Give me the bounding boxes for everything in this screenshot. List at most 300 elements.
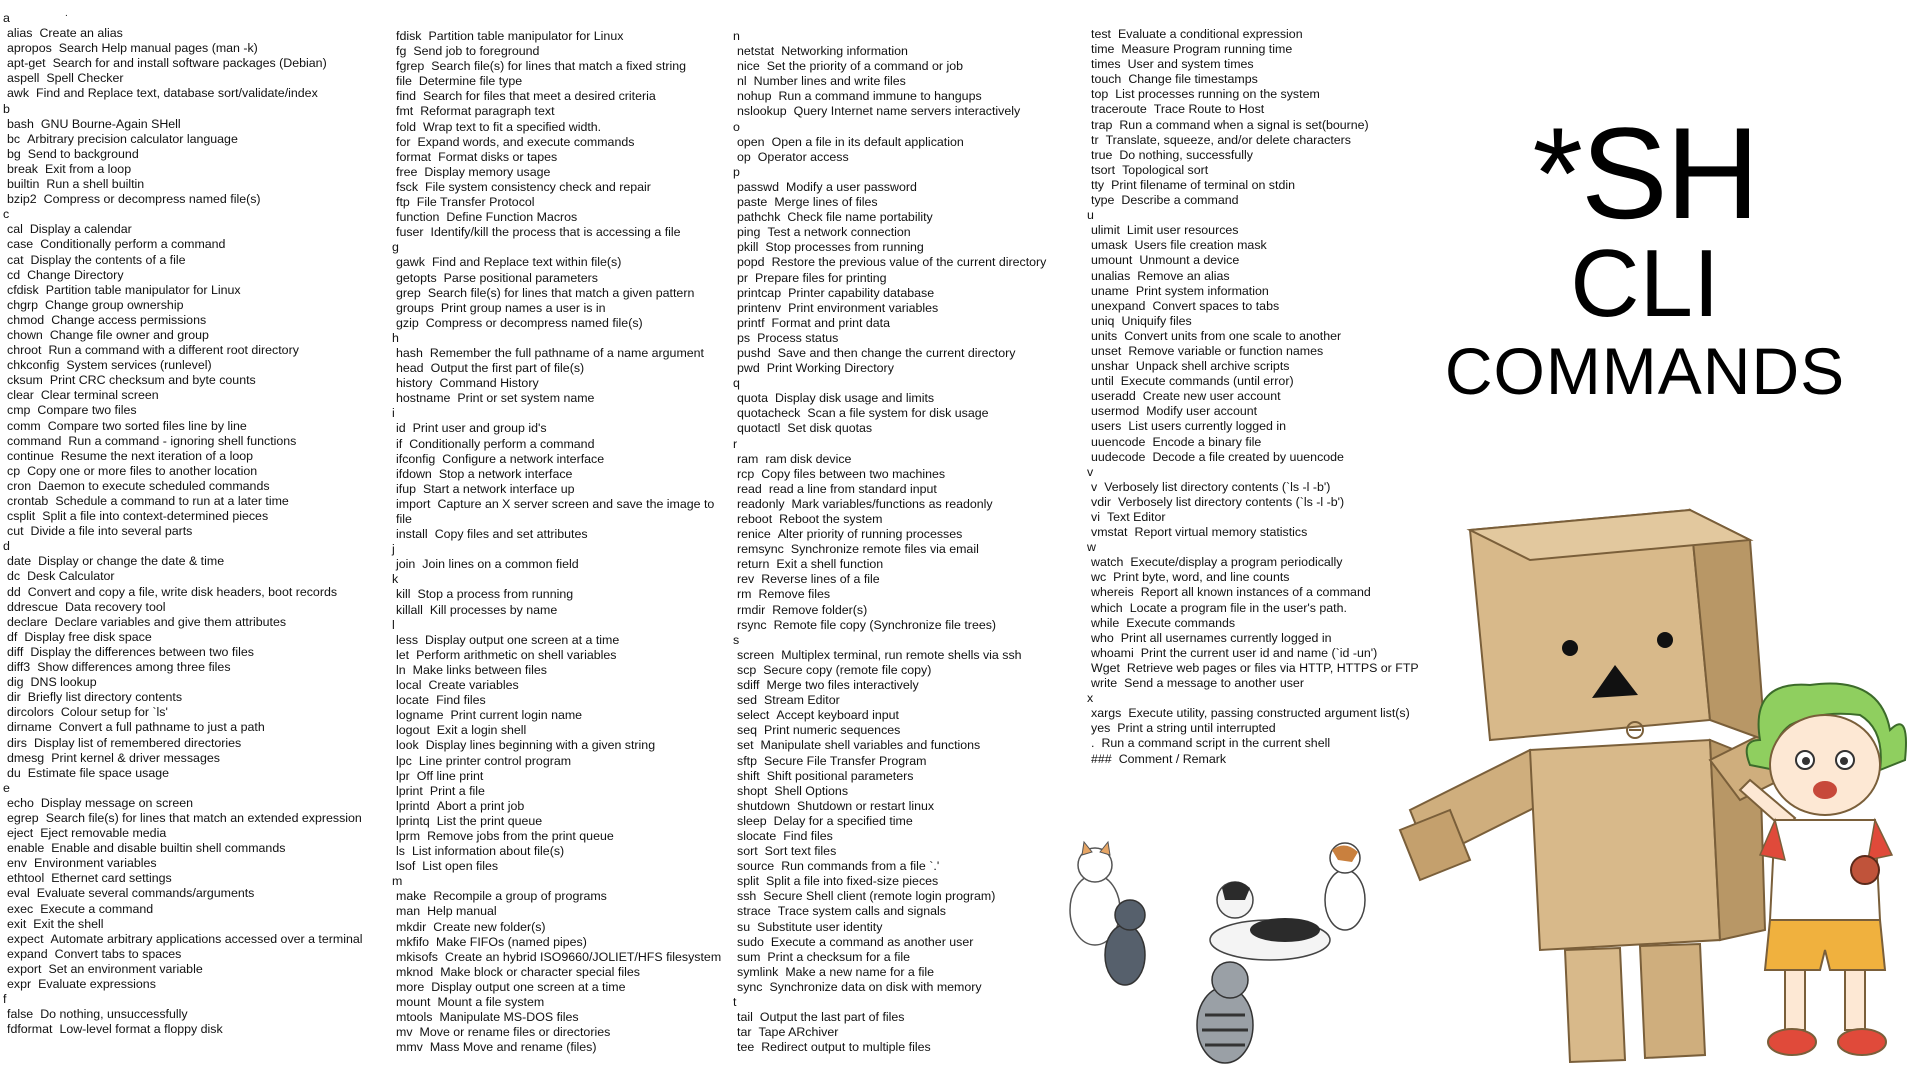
command-name: logout xyxy=(396,723,430,738)
command-name: quotacheck xyxy=(737,406,801,421)
command-description: Display list of remembered directories xyxy=(33,735,242,750)
command-description: Send a message to another user xyxy=(1124,676,1304,691)
command-description: Change access permissions xyxy=(51,312,207,327)
command-entry xyxy=(3,524,363,539)
command-entry xyxy=(733,557,1046,572)
command-description: Search file(s) for lines that match a given pattern xyxy=(427,285,695,300)
command-name: dd xyxy=(7,584,21,599)
command-entry xyxy=(733,421,1046,436)
command-description: Print kernel & driver messages xyxy=(51,750,220,765)
command-description: Automate arbitrary applications accessed over a terminal xyxy=(50,931,363,946)
command-name: more xyxy=(396,979,425,994)
command-entry xyxy=(733,980,1046,995)
command-name: time xyxy=(1091,42,1115,57)
command-description: Make links between files xyxy=(412,662,547,677)
command-name: seq xyxy=(737,723,757,738)
command-description: Remove an alias xyxy=(1137,268,1230,283)
command-description: Networking information xyxy=(781,44,908,59)
command-description: Exit a login shell xyxy=(436,723,527,738)
command-name: printf xyxy=(737,315,765,330)
command-entry xyxy=(392,59,721,74)
command-name: let xyxy=(396,647,410,662)
command-description: Declare variables and give them attributes xyxy=(54,614,287,629)
command-entry xyxy=(3,886,363,901)
command-name: expr xyxy=(7,977,32,991)
command-description: Display output one screen at a time xyxy=(425,632,620,647)
command-name: vdir xyxy=(1091,494,1111,509)
command-description: Create new folder(s) xyxy=(433,919,546,934)
command-description: Retrieve web pages or files via HTTP, HTTPS or FTP xyxy=(1126,660,1419,675)
command-description: Make FIFOs (named pipes) xyxy=(436,934,587,949)
command-entry xyxy=(1087,148,1419,163)
command-name: cp xyxy=(7,463,21,478)
command-entry xyxy=(392,1040,721,1055)
command-entry xyxy=(392,1025,721,1040)
command-entry xyxy=(1087,27,1419,42)
command-name: fgrep xyxy=(396,59,425,74)
command-description: User and system times xyxy=(1127,57,1254,72)
command-name: write xyxy=(1091,676,1118,691)
command-entry xyxy=(733,603,1046,618)
command-entry xyxy=(733,920,1046,935)
section-letter: p xyxy=(733,164,740,179)
command-name: split xyxy=(737,874,760,889)
command-entry xyxy=(3,132,363,147)
command-description: Number lines and write files xyxy=(753,74,906,89)
command-entry xyxy=(733,361,1046,376)
command-description: Schedule a command to run at a later time xyxy=(55,494,289,508)
command-name: diff3 xyxy=(7,660,31,675)
command-entry xyxy=(1087,510,1419,525)
command-name: break xyxy=(7,161,38,176)
command-description: Exit the shell xyxy=(33,916,104,931)
command-description: Low-level format a floppy disk xyxy=(59,1022,223,1037)
command-name: shift xyxy=(737,768,760,783)
command-entry xyxy=(392,814,721,829)
section-letter: a xyxy=(3,11,10,25)
command-description: Do nothing, unsuccessfully xyxy=(40,1007,188,1022)
command-description: Remove files xyxy=(758,587,831,602)
command-entry xyxy=(3,660,363,675)
command-description: Shutdown or restart linux xyxy=(797,798,935,813)
command-name: cron xyxy=(7,478,32,493)
section-letter: f xyxy=(3,992,7,1007)
command-description: Print numeric sequences xyxy=(763,723,901,738)
command-name: getopts xyxy=(396,270,437,285)
command-entry xyxy=(733,240,1046,255)
command-entry xyxy=(3,237,363,252)
command-name: fuser xyxy=(396,225,424,240)
command-entry xyxy=(392,1010,721,1025)
command-description: Remove variable or function names xyxy=(1128,343,1324,358)
command-entry xyxy=(392,723,721,738)
command-name: function xyxy=(396,210,440,225)
command-entry xyxy=(1087,299,1419,314)
command-entry xyxy=(392,89,721,104)
command-name: rm xyxy=(737,587,752,602)
command-name: look xyxy=(396,738,419,753)
command-name: test xyxy=(1091,27,1111,41)
command-name: tar xyxy=(737,1025,752,1040)
command-name: trap xyxy=(1091,117,1113,132)
section-letter: q xyxy=(733,376,740,391)
command-description: Verbosely list directory contents (`ls -l -b') xyxy=(1104,479,1331,494)
command-description: Copy one or more files to another location xyxy=(27,463,258,478)
command-name: pr xyxy=(737,270,749,285)
command-name: wc xyxy=(1091,570,1107,585)
command-name: history xyxy=(396,376,433,391)
command-description: Print a file xyxy=(429,783,485,798)
section-letter: d xyxy=(3,539,10,554)
command-entry xyxy=(733,255,1046,270)
command-entry xyxy=(733,74,1046,89)
command-entry xyxy=(1087,661,1419,676)
command-description: Send job to foreground xyxy=(413,44,540,59)
command-entry xyxy=(733,391,1046,406)
command-entry xyxy=(3,554,363,569)
command-name: sum xyxy=(737,949,761,964)
command-name: chkconfig xyxy=(7,358,60,373)
command-name: rcp xyxy=(737,466,755,481)
command-entry xyxy=(733,497,1046,512)
command-name: ps xyxy=(737,330,751,345)
command-entry xyxy=(3,977,363,992)
command-name: netstat xyxy=(737,44,775,59)
command-entry xyxy=(733,195,1046,210)
command-entry xyxy=(733,331,1046,346)
command-name: head xyxy=(396,361,424,376)
command-description: Save and then change the current directory xyxy=(777,345,1016,360)
command-description: Evaluate a conditional expression xyxy=(1117,27,1303,41)
command-description: Kill processes by name xyxy=(429,602,558,617)
command-name: units xyxy=(1091,328,1118,343)
section-letter: v xyxy=(1087,464,1094,479)
command-entry xyxy=(733,59,1046,74)
command-name: fmt xyxy=(396,104,414,119)
section-letter: t xyxy=(733,995,737,1009)
command-description: Run commands from a file `.' xyxy=(781,859,940,874)
command-entry xyxy=(733,844,1046,859)
command-entry xyxy=(3,1022,363,1037)
command-entry xyxy=(1087,374,1419,389)
command-description: Evaluate several commands/arguments xyxy=(36,886,255,901)
command-name: killall xyxy=(396,602,423,617)
command-description: Clear terminal screen xyxy=(40,388,159,403)
section-letter: e xyxy=(3,780,10,795)
command-entry xyxy=(1087,87,1419,102)
command-description: Check file name portability xyxy=(787,210,933,225)
command-name: printenv xyxy=(737,300,782,315)
command-description: DNS lookup xyxy=(30,675,97,690)
command-description: Show differences among three files xyxy=(37,660,231,675)
command-name: gawk xyxy=(396,255,425,270)
command-entry xyxy=(392,180,721,195)
command-entry xyxy=(1087,314,1419,329)
command-description: ram disk device xyxy=(765,451,852,466)
command-name: continue xyxy=(7,448,54,463)
command-name: expect xyxy=(7,931,44,946)
command-entry xyxy=(733,527,1046,542)
command-entry xyxy=(3,268,363,283)
command-name: export xyxy=(7,961,42,976)
command-name: until xyxy=(1091,374,1114,389)
command-name: vi xyxy=(1091,510,1100,524)
command-entry xyxy=(392,829,721,844)
command-entry xyxy=(392,421,721,436)
command-name: tee xyxy=(737,1040,755,1055)
command-entry xyxy=(733,150,1046,165)
command-name: unalias xyxy=(1091,268,1131,283)
command-name: mknod xyxy=(396,964,434,979)
command-description: Desk Calculator xyxy=(27,569,115,584)
command-entry xyxy=(733,44,1046,59)
command-description: Display or change the date & time xyxy=(38,554,225,569)
command-name: select xyxy=(737,708,770,723)
command-description: Create an alias xyxy=(39,26,123,41)
command-name: set xyxy=(737,738,754,753)
command-entry xyxy=(392,210,721,225)
command-entry xyxy=(392,769,721,784)
command-entry xyxy=(733,286,1046,301)
command-entry xyxy=(1087,102,1419,117)
command-entry xyxy=(3,630,363,645)
command-entry xyxy=(3,796,363,811)
command-name: id xyxy=(396,421,406,436)
command-entry xyxy=(3,464,363,479)
command-name: exit xyxy=(7,916,27,931)
command-entry xyxy=(3,41,363,56)
command-name: clear xyxy=(7,388,34,403)
command-description: Convert a full pathname to just a path xyxy=(58,720,265,735)
command-entry xyxy=(3,720,363,735)
command-description: File Transfer Protocol xyxy=(416,195,535,210)
command-description: Delay for a specified time xyxy=(773,813,913,828)
command-name: dirs xyxy=(7,735,27,750)
section-letter: x xyxy=(1087,691,1094,706)
command-description: Scan a file system for disk usage xyxy=(807,406,989,421)
command-name: cal xyxy=(7,222,23,237)
command-entry xyxy=(1087,118,1419,133)
command-description: Display lines beginning with a given string xyxy=(425,738,656,753)
command-name: chmod xyxy=(7,312,45,327)
command-name: mtools xyxy=(396,1010,433,1025)
section-letter: c xyxy=(3,207,10,222)
command-entry xyxy=(1087,450,1419,465)
command-name: unshar xyxy=(1091,359,1129,374)
command-entry xyxy=(3,932,363,947)
command-description: Topological sort xyxy=(1122,162,1209,177)
command-entry xyxy=(1087,706,1419,721)
command-entry xyxy=(3,147,363,162)
command-name: paste xyxy=(737,195,768,210)
command-description: Shell Options xyxy=(774,783,849,798)
command-name: locate xyxy=(396,693,430,708)
command-description: Make block or character special files xyxy=(440,964,640,979)
command-description: Secure Shell client (remote login program) xyxy=(763,889,996,904)
command-name: dmesg xyxy=(7,750,45,765)
command-description: Find and Replace text within file(s) xyxy=(431,255,622,270)
command-name: fsck xyxy=(396,179,419,194)
command-name: import xyxy=(396,496,431,511)
command-description: Trace Route to Host xyxy=(1153,102,1265,117)
command-entry xyxy=(3,811,363,826)
command-description: Exit a shell function xyxy=(776,557,884,572)
command-description: Trace system calls and signals xyxy=(777,904,947,919)
command-entry xyxy=(3,947,363,962)
command-description: Reboot the system xyxy=(779,512,883,526)
command-name: groups xyxy=(396,300,434,315)
command-description: Colour setup for `ls' xyxy=(60,705,168,720)
command-entry xyxy=(733,935,1046,950)
command-name: cfdisk xyxy=(7,282,39,297)
command-name: source xyxy=(737,859,775,874)
command-description: Comment / Remark xyxy=(1118,751,1227,766)
command-name: egrep xyxy=(7,810,39,825)
command-description: Unmount a device xyxy=(1139,253,1240,268)
command-description: Execute commands (until error) xyxy=(1120,374,1294,389)
section-letter: m xyxy=(392,874,403,889)
command-description: Partition table manipulator for Linux xyxy=(428,29,624,43)
command-description: Capture an X server screen and save the image to xyxy=(437,496,715,511)
command-entry xyxy=(733,104,1046,119)
command-entry xyxy=(392,44,721,59)
command-entry xyxy=(392,195,721,210)
command-column-2 xyxy=(392,29,721,1055)
command-entry xyxy=(3,117,363,132)
command-description: Display a calendar xyxy=(29,222,132,237)
command-name: pwd xyxy=(737,361,760,376)
command-entry xyxy=(733,723,1046,738)
command-entry xyxy=(733,618,1046,633)
command-entry xyxy=(3,162,363,177)
command-name: pushd xyxy=(737,345,771,360)
command-description: Wrap text to fit a specified width. xyxy=(422,119,602,134)
command-description: Find files xyxy=(436,693,486,708)
command-entry xyxy=(392,965,721,980)
command-name: unset xyxy=(1091,343,1122,358)
command-entry xyxy=(1087,178,1419,193)
command-name: ftp xyxy=(396,195,410,210)
command-entry xyxy=(733,708,1046,723)
command-description: Perform arithmetic on shell variables xyxy=(416,647,617,662)
command-entry xyxy=(392,437,721,452)
command-name: for xyxy=(396,134,411,149)
command-description: Compare two files xyxy=(37,403,137,418)
command-description: Print byte, word, and line counts xyxy=(1113,570,1290,585)
command-description: Query Internet name servers interactively xyxy=(793,104,1021,119)
command-name: ln xyxy=(396,662,406,677)
command-name: printcap xyxy=(737,285,782,300)
command-name: readonly xyxy=(737,496,785,511)
command-name: ifup xyxy=(396,481,416,496)
command-description: Partition table manipulator for Linux xyxy=(45,282,241,297)
command-entry xyxy=(3,569,363,584)
command-description: Print system information xyxy=(1135,283,1269,298)
command-description: Run a command when a signal is set(bourne) xyxy=(1119,117,1369,132)
command-entry xyxy=(733,467,1046,482)
command-entry xyxy=(392,633,721,648)
command-name: fold xyxy=(396,119,416,134)
command-name: apt-get xyxy=(7,56,46,71)
command-entry xyxy=(3,177,363,192)
command-description: Parse positional parameters xyxy=(443,270,598,285)
command-description: Redirect output to multiple files xyxy=(761,1040,931,1055)
command-entry xyxy=(3,856,363,871)
command-description: Accept keyboard input xyxy=(776,708,899,723)
command-description: Translate, squeeze, and/or delete characters xyxy=(1105,132,1352,147)
command-description: Run a command - ignoring shell functions xyxy=(68,433,297,448)
command-description: Print all usernames currently logged in xyxy=(1120,630,1332,645)
command-entry xyxy=(733,814,1046,829)
command-name: pathchk xyxy=(737,210,781,225)
command-entry xyxy=(392,120,721,135)
command-entry xyxy=(392,255,721,270)
command-name: ping xyxy=(737,225,761,240)
cats-illustration xyxy=(1060,830,1390,1070)
command-description: Command History xyxy=(439,376,539,391)
command-entry xyxy=(3,26,363,41)
command-name: nl xyxy=(737,74,747,89)
command-description: Display the contents of a file xyxy=(30,252,186,267)
command-entry xyxy=(3,585,363,600)
command-entry xyxy=(3,902,363,917)
command-entry xyxy=(392,271,721,286)
command-description: Locate a program file in the user's path. xyxy=(1129,600,1347,615)
command-entry xyxy=(3,736,363,751)
command-entry xyxy=(1087,72,1419,87)
command-name: bzip2 xyxy=(7,192,37,207)
command-description: Print a string until interrupted xyxy=(1117,721,1276,736)
command-name: join xyxy=(396,557,416,572)
command-description: Ethernet card settings xyxy=(51,871,172,886)
command-entry xyxy=(1087,631,1419,646)
command-entry xyxy=(1087,676,1419,691)
command-description: Print user and group id's xyxy=(412,421,547,436)
command-name: echo xyxy=(7,795,34,810)
command-description: Set an environment variable xyxy=(48,961,203,976)
command-entry xyxy=(733,678,1046,693)
command-entry xyxy=(733,1040,1046,1055)
command-entry xyxy=(733,754,1046,769)
command-description: Describe a command xyxy=(1121,193,1239,208)
section-letter: b xyxy=(3,101,10,116)
command-name: ddrescue xyxy=(7,599,58,614)
command-entry xyxy=(1087,752,1419,767)
command-entry xyxy=(392,527,721,542)
command-description: Stop processes from running xyxy=(765,240,924,255)
command-entry xyxy=(733,180,1046,195)
command-entry xyxy=(3,373,363,388)
command-entry xyxy=(3,841,363,856)
command-description: Synchronize data on disk with memory xyxy=(769,979,982,994)
command-name: uuencode xyxy=(1091,434,1146,449)
command-description: Daemon to execute scheduled commands xyxy=(38,478,270,493)
command-description: Configure a network interface xyxy=(442,451,605,466)
command-name: chown xyxy=(7,327,43,342)
command-entry xyxy=(3,826,363,841)
command-description: Output the last part of files xyxy=(759,1010,905,1025)
command-name: type xyxy=(1091,193,1115,208)
command-entry xyxy=(3,871,363,886)
command-name: . xyxy=(1091,736,1095,751)
command-description: Tape ARchiver xyxy=(758,1025,839,1040)
command-description: Mass Move and rename (files) xyxy=(429,1040,597,1055)
command-name: fg xyxy=(396,44,407,59)
command-entry xyxy=(392,980,721,995)
command-description: Reverse lines of a file xyxy=(761,572,880,587)
command-name: dir xyxy=(7,690,21,705)
command-entry xyxy=(392,225,721,240)
